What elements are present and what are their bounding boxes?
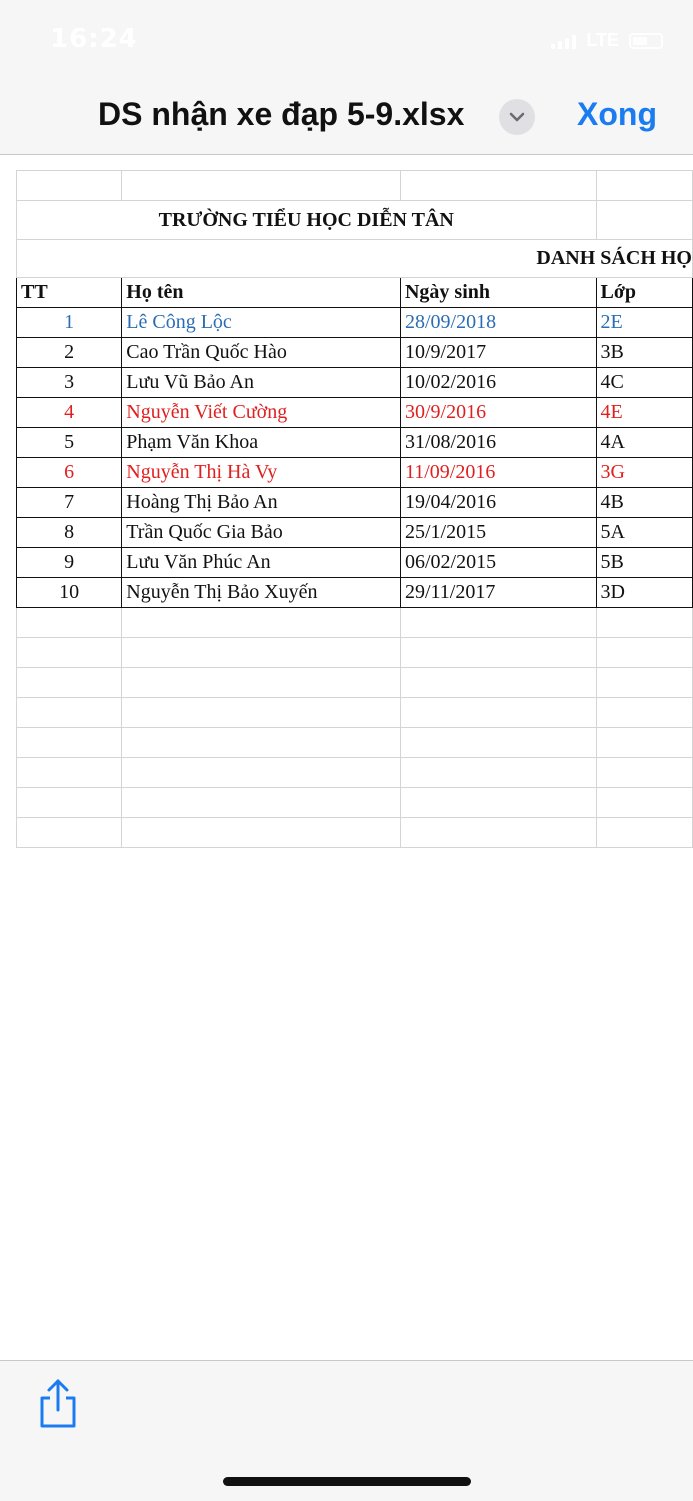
cell[interactable] (17, 171, 122, 201)
cell[interactable] (17, 728, 122, 758)
cell-dob[interactable]: 28/09/2018 (400, 308, 596, 338)
spreadsheet[interactable] (16, 170, 693, 848)
blank-row (17, 608, 693, 638)
cell-class[interactable]: 3D (596, 578, 693, 608)
cell[interactable] (596, 638, 693, 668)
chevron-down-icon (509, 112, 525, 122)
blank-row (17, 668, 693, 698)
cell[interactable] (17, 758, 122, 788)
cell[interactable] (122, 788, 401, 818)
cell[interactable] (596, 758, 693, 788)
cell-name[interactable]: Lê Công Lộc (122, 308, 401, 338)
cell-dob[interactable]: 19/04/2016 (400, 488, 596, 518)
table-row (17, 548, 693, 578)
cell[interactable] (400, 638, 596, 668)
cell[interactable] (122, 608, 401, 638)
cell-dob[interactable]: 06/02/2015 (400, 548, 596, 578)
cell[interactable] (596, 788, 693, 818)
header-row (17, 278, 693, 308)
cell-name[interactable]: Nguyễn Thị Hà Vy (122, 458, 401, 488)
cell[interactable] (122, 758, 401, 788)
subtitle-row (17, 240, 693, 278)
cell[interactable] (17, 638, 122, 668)
cell-tt[interactable]: 9 (17, 548, 122, 578)
done-button[interactable]: Xong (577, 96, 657, 132)
cell[interactable] (17, 818, 122, 848)
blank-row (17, 758, 693, 788)
cell[interactable] (122, 728, 401, 758)
status-indicators (551, 30, 663, 51)
blank-row (17, 728, 693, 758)
status-bar (0, 0, 693, 80)
cell-tt[interactable]: 1 (17, 308, 122, 338)
cell-class[interactable]: 4E (596, 398, 693, 428)
home-indicator (223, 1477, 471, 1486)
cell[interactable] (400, 668, 596, 698)
header-name[interactable]: Họ tên (122, 278, 401, 308)
cell[interactable] (400, 758, 596, 788)
cell-dob[interactable]: 31/08/2016 (400, 428, 596, 458)
cell[interactable] (596, 608, 693, 638)
cell[interactable] (400, 698, 596, 728)
header-tt[interactable]: TT (17, 278, 122, 308)
table-row (17, 428, 693, 458)
cell-class[interactable]: 2E (596, 308, 693, 338)
cell[interactable] (17, 608, 122, 638)
cell[interactable] (596, 201, 693, 240)
cell-tt[interactable]: 2 (17, 338, 122, 368)
cell-name[interactable]: Trần Quốc Gia Bảo (122, 518, 401, 548)
cell-class[interactable]: 4C (596, 368, 693, 398)
cell-name[interactable]: Nguyễn Thị Bảo Xuyến (122, 578, 401, 608)
cell[interactable] (122, 171, 401, 201)
signal-icon (551, 33, 576, 49)
blank-row (17, 818, 693, 848)
cell-class[interactable]: 3B (596, 338, 693, 368)
cell[interactable] (400, 788, 596, 818)
share-button[interactable] (36, 1378, 80, 1430)
table-row (17, 458, 693, 488)
cell-dob[interactable]: 25/1/2015 (400, 518, 596, 548)
cell-dob[interactable]: 11/09/2016 (400, 458, 596, 488)
cell[interactable] (596, 728, 693, 758)
cell-tt[interactable]: 6 (17, 458, 122, 488)
title-menu-button[interactable] (499, 99, 535, 135)
cell[interactable] (17, 698, 122, 728)
blank-row (17, 171, 693, 201)
cell-class[interactable]: 5B (596, 548, 693, 578)
cell-class[interactable]: 3G (596, 458, 693, 488)
cell-name[interactable]: Lưu Vũ Bảo An (122, 368, 401, 398)
header-class[interactable]: Lớp (596, 278, 693, 308)
cell[interactable] (122, 818, 401, 848)
cell-name[interactable]: Lưu Văn Phúc An (122, 548, 401, 578)
cell-dob[interactable]: 29/11/2017 (400, 578, 596, 608)
cell-dob[interactable]: 10/9/2017 (400, 338, 596, 368)
cell-class[interactable]: 4B (596, 488, 693, 518)
cell[interactable] (17, 788, 122, 818)
cell-name[interactable]: Hoàng Thị Bảo An (122, 488, 401, 518)
cell[interactable] (122, 668, 401, 698)
cell-tt[interactable]: 10 (17, 578, 122, 608)
cell-tt[interactable]: 8 (17, 518, 122, 548)
cell[interactable] (596, 698, 693, 728)
share-icon (36, 1378, 80, 1430)
cell[interactable] (17, 668, 122, 698)
list-subtitle[interactable]: DANH SÁCH HỌ (17, 240, 693, 278)
cell-dob[interactable]: 30/9/2016 (400, 398, 596, 428)
cell-name[interactable]: Nguyễn Viết Cường (122, 398, 401, 428)
file-title[interactable]: DS nhận xe đạp 5-9.xlsx (98, 96, 465, 132)
blank-row (17, 788, 693, 818)
table-row (17, 488, 693, 518)
battery-icon (629, 33, 663, 49)
table-row (17, 368, 693, 398)
title-row (17, 201, 693, 240)
cell[interactable] (400, 171, 596, 201)
cell-name[interactable]: Phạm Văn Khoa (122, 428, 401, 458)
cell[interactable] (596, 818, 693, 848)
cell-tt[interactable]: 4 (17, 398, 122, 428)
table-row (17, 398, 693, 428)
cell[interactable] (122, 698, 401, 728)
table-row (17, 308, 693, 338)
cell[interactable] (596, 171, 693, 201)
school-title[interactable]: TRƯỜNG TIỂU HỌC DIỄN TÂN (17, 201, 597, 240)
cell-tt[interactable]: 5 (17, 428, 122, 458)
header-dob[interactable]: Ngày sinh (400, 278, 596, 308)
table-row (17, 578, 693, 608)
status-time: 16:24 (50, 24, 138, 54)
cell-tt[interactable]: 3 (17, 368, 122, 398)
cell-tt[interactable]: 7 (17, 488, 122, 518)
blank-row (17, 638, 693, 668)
blank-row (17, 698, 693, 728)
table-row (17, 338, 693, 368)
network-label: LTE (586, 30, 619, 50)
cell[interactable] (400, 608, 596, 638)
cell-name[interactable]: Cao Trần Quốc Hào (122, 338, 401, 368)
cell[interactable] (122, 638, 401, 668)
spreadsheet-body (17, 171, 693, 848)
table-row (17, 518, 693, 548)
cell[interactable] (596, 668, 693, 698)
cell[interactable] (400, 728, 596, 758)
cell-class[interactable]: 5A (596, 518, 693, 548)
cell[interactable] (400, 818, 596, 848)
cell-dob[interactable]: 10/02/2016 (400, 368, 596, 398)
cell-class[interactable]: 4A (596, 428, 693, 458)
